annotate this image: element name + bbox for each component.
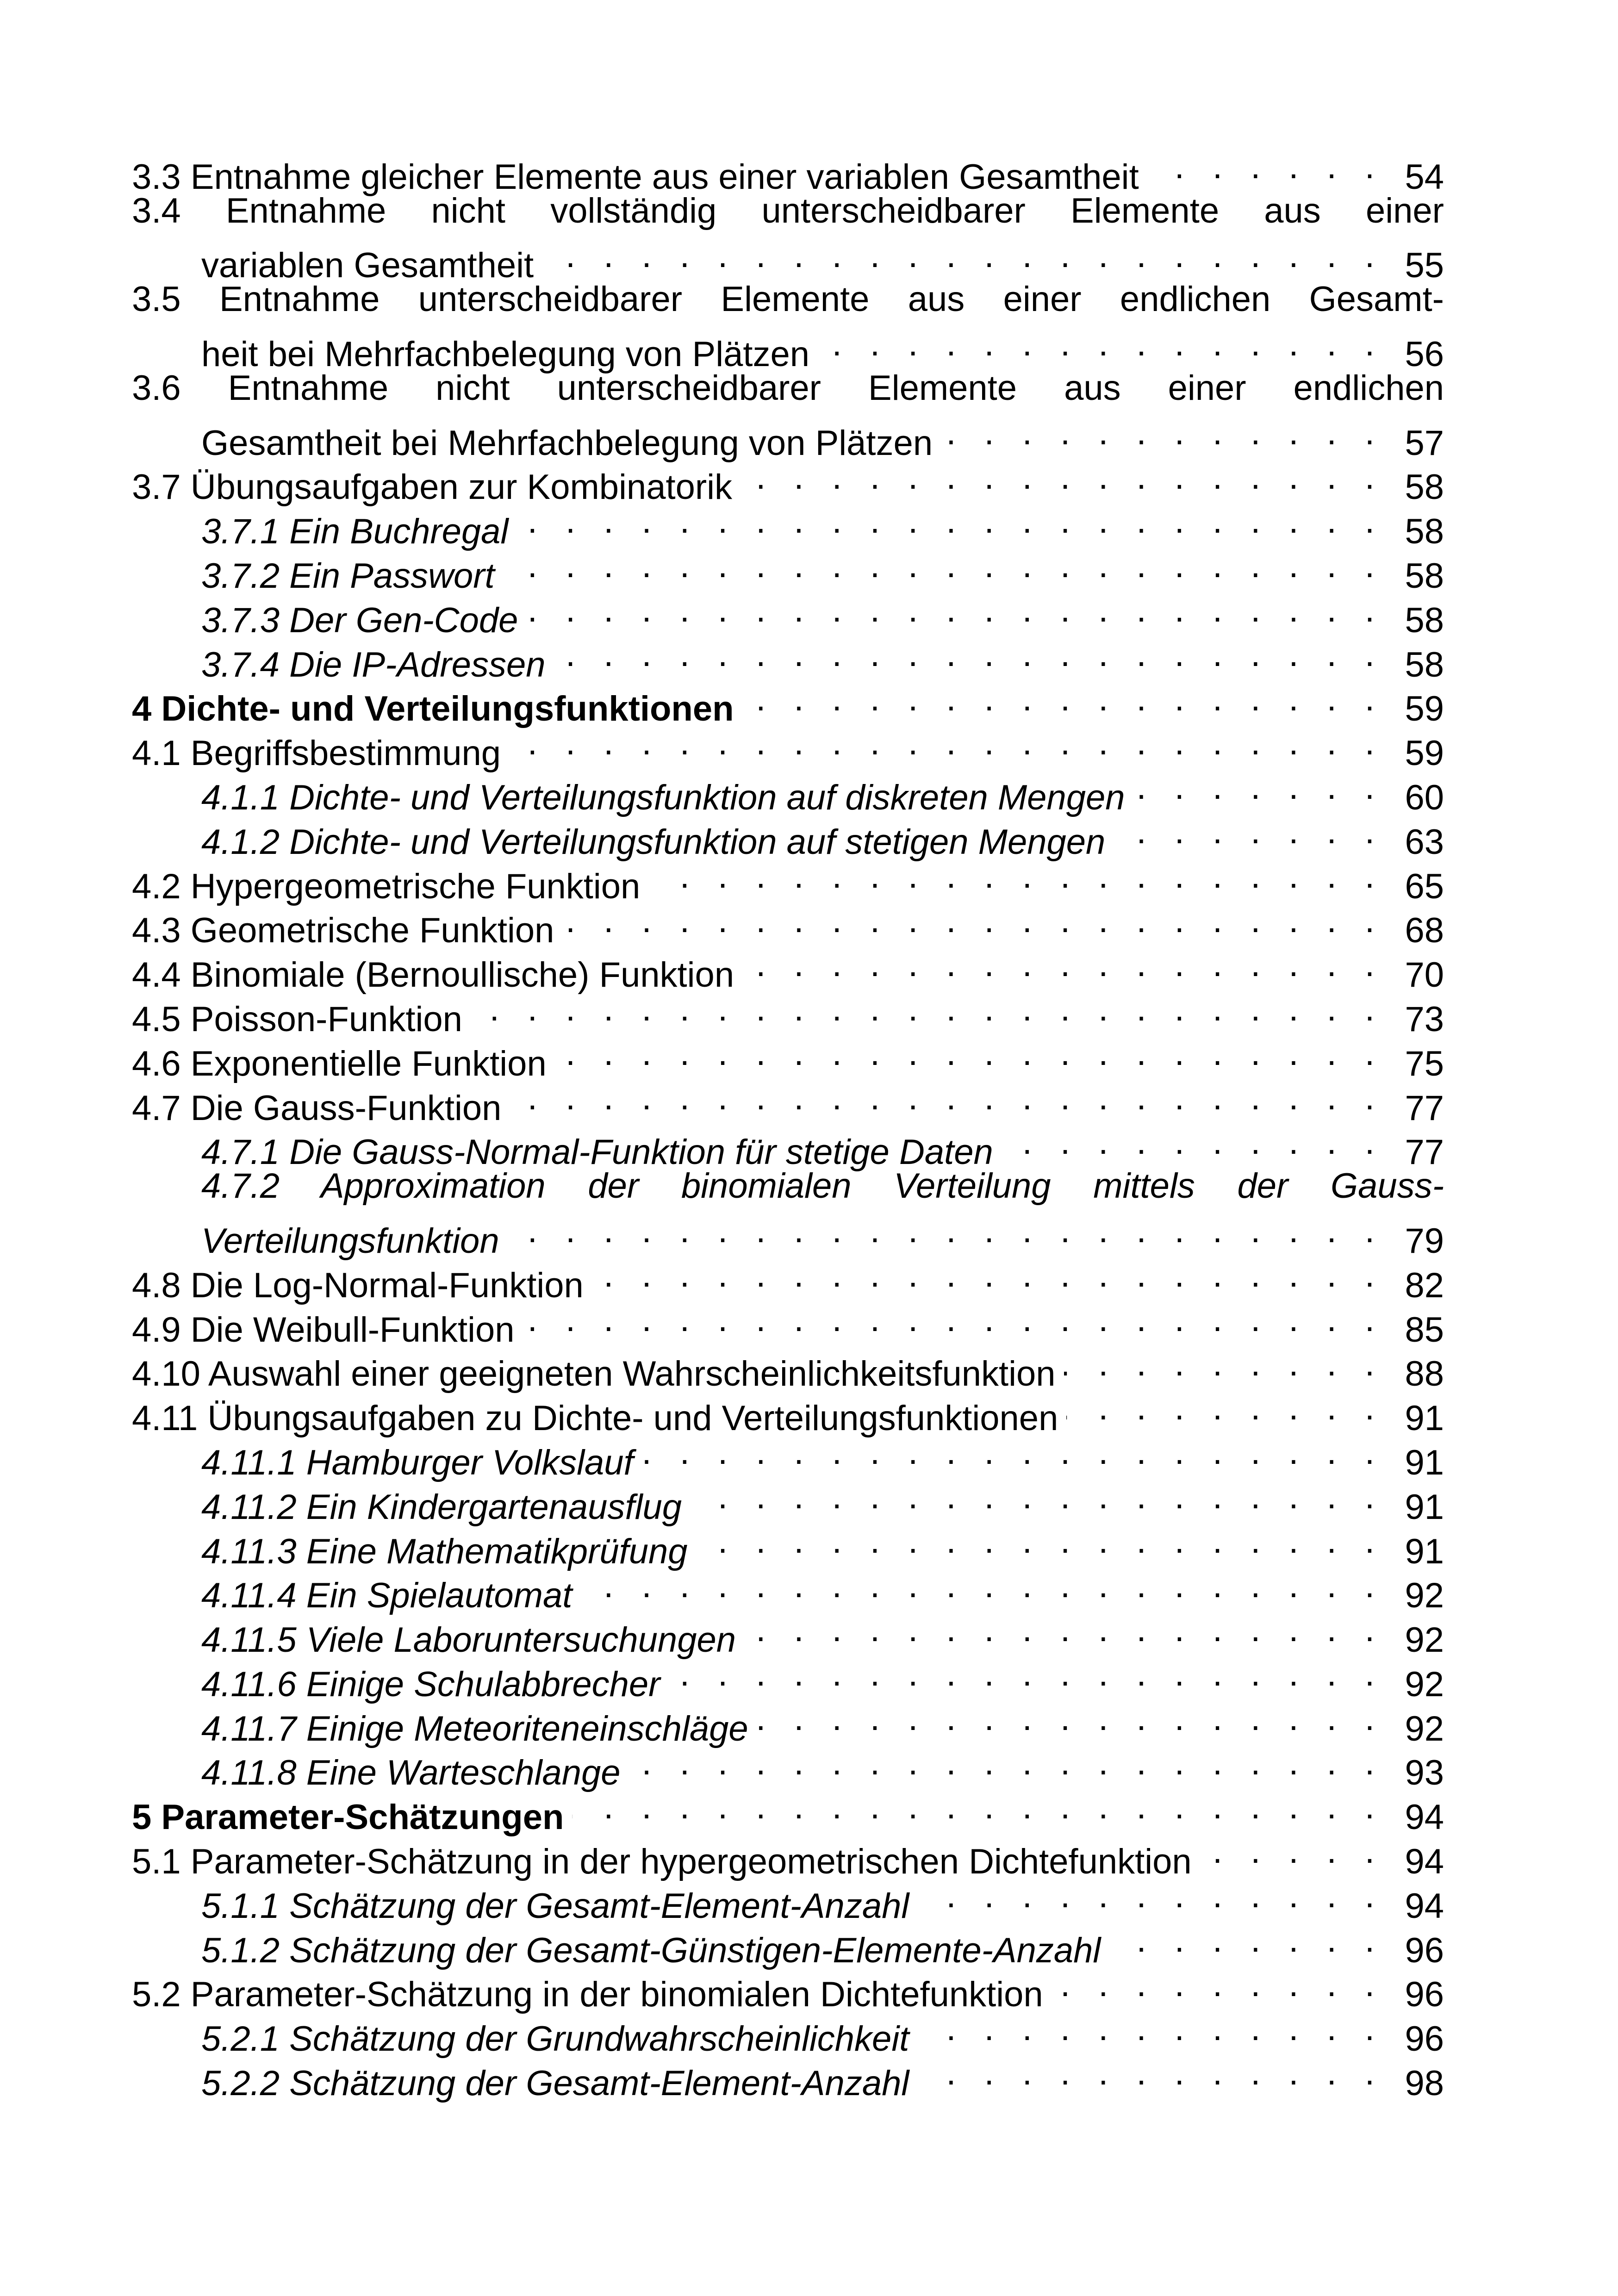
toc-entry-e40[interactable] <box>132 2051 1444 2103</box>
toc-dot-leader <box>917 2051 1384 2095</box>
toc-page-number: 54 <box>1405 157 1444 197</box>
toc-entry-e29[interactable] <box>132 1563 1444 1616</box>
toc-dot-leader <box>1200 1829 1384 1873</box>
toc-page-number: 59 <box>1405 689 1444 729</box>
toc-dot-leader <box>542 233 1384 278</box>
toc-dot-leader <box>555 1031 1384 1076</box>
toc-entry-e09[interactable] <box>132 632 1444 684</box>
toc-page-number: 96 <box>1405 1975 1444 2015</box>
toc-page-number: 58 <box>1405 645 1444 684</box>
toc-entry-title: 4.11.2 Ein Kindergartenausflug <box>201 1487 682 1527</box>
toc-entry-title: 4.6 Exponentielle Funktion <box>132 1044 547 1083</box>
toc-dot-leader <box>629 1741 1384 1785</box>
toc-dot-leader <box>1114 809 1384 854</box>
toc-entry-title: 3.3 Entnahme gleicher Elemente aus einer variablen Gesamtheit <box>132 157 1139 197</box>
toc-entry-e32[interactable] <box>132 1696 1444 1748</box>
toc-dot-leader <box>941 411 1384 455</box>
toc-page-number: 88 <box>1405 1354 1444 1394</box>
toc-entry-e33[interactable] <box>132 1741 1444 1793</box>
toc-page-number: 82 <box>1405 1265 1444 1305</box>
toc-page-number: 58 <box>1405 600 1444 640</box>
toc-entry-e22[interactable] <box>132 1253 1444 1305</box>
toc-dot-leader <box>642 1430 1384 1475</box>
toc-dot-leader <box>742 677 1384 721</box>
toc-dot-leader <box>1066 1386 1384 1430</box>
toc-page-number: 96 <box>1405 2019 1444 2059</box>
toc-page-number: 79 <box>1405 1221 1444 1261</box>
toc-entry-e11[interactable] <box>132 721 1444 773</box>
toc-page-number: 73 <box>1405 999 1444 1039</box>
toc-dot-leader <box>510 1076 1384 1120</box>
toc-dot-leader <box>690 1475 1384 1519</box>
toc-entry-e10[interactable] <box>132 677 1444 729</box>
toc-entry-title: 4.11.8 Eine Warteschlange <box>201 1753 621 1793</box>
toc-page-number: 92 <box>1405 1709 1444 1748</box>
toc-entry-e39[interactable] <box>132 2006 1444 2059</box>
toc-dot-leader <box>526 588 1384 632</box>
toc-entry-e02[interactable] <box>132 189 1444 286</box>
toc-entry-title: 3.5 Entnahme unterscheidbarer Elemente aus einer endlichen Gesamt- <box>132 280 1444 319</box>
toc-entry-title: 4.11.1 Hamburger Volkslauf <box>201 1443 634 1482</box>
toc-entry-title: 4 Dichte- und Verteilungsfunktionen <box>132 689 734 729</box>
toc-dot-leader <box>742 942 1384 987</box>
toc-entry-title: 4.10 Auswahl einer geeigneten Wahrscheinlichkeitsfunktion <box>132 1354 1056 1394</box>
toc-entry-title: 4.1.1 Dichte- und Verteilungsfunktion auf diskreten Mengen <box>201 778 1125 817</box>
toc-entry-e15[interactable] <box>132 898 1444 951</box>
toc-entry-e28[interactable] <box>132 1519 1444 1571</box>
toc-entry-title: variablen Gesamtheit <box>201 246 534 286</box>
toc-entry-title: 3.7 Übungsaufgaben zur Kombinatorik <box>132 467 733 507</box>
toc-entry-title: 5.1 Parameter-Schätzung in der hypergeometrischen Dichtefunktion <box>132 1842 1192 1882</box>
toc-page-number: 94 <box>1405 1798 1444 1837</box>
toc-page-number: 68 <box>1405 911 1444 951</box>
toc-dot-leader <box>509 721 1384 765</box>
toc-dot-leader <box>572 1785 1384 1829</box>
toc-page-number: 92 <box>1405 1620 1444 1660</box>
toc-page-number: 94 <box>1405 1842 1444 1882</box>
toc-entry-title: 4.11.6 Einige Schulabbrecher <box>201 1664 660 1704</box>
toc-dot-leader <box>1064 1342 1384 1386</box>
toc-dot-leader <box>757 1696 1384 1741</box>
toc-entry-title: 4.11.4 Ein Spielautomat <box>201 1576 573 1616</box>
toc-entry-e19[interactable] <box>132 1076 1444 1128</box>
toc-entry-title: 4.2 Hypergeometrische Funktion <box>132 866 641 906</box>
toc-entry-e05[interactable] <box>132 455 1444 507</box>
toc-dot-leader <box>592 1253 1384 1297</box>
toc-entry-e04[interactable] <box>132 366 1444 463</box>
toc-dot-leader <box>1147 144 1384 189</box>
toc-entry-title: 3.4 Entnahme nicht vollständig unterscheidbarer Elemente aus einer <box>132 191 1444 230</box>
toc-dot-leader <box>818 322 1384 366</box>
toc-dot-leader <box>744 1607 1384 1652</box>
toc-page-number: 56 <box>1405 334 1444 374</box>
toc-page-number: 75 <box>1405 1044 1444 1083</box>
toc-entry-title: Gesamtheit bei Mehrfachbelegung von Plätzen <box>201 423 933 463</box>
toc-entry-e06[interactable] <box>132 499 1444 552</box>
toc-page-number: 63 <box>1405 822 1444 862</box>
toc-dot-leader <box>1109 1918 1384 1962</box>
toc-page-number: 98 <box>1405 2064 1444 2103</box>
toc-entry-e38[interactable] <box>132 1962 1444 2015</box>
toc-entry-e34[interactable] <box>132 1785 1444 1837</box>
toc-dot-leader <box>1002 1120 1384 1164</box>
toc-page-number: 55 <box>1405 246 1444 286</box>
toc-dot-leader <box>669 1652 1384 1696</box>
toc-entry-title: 3.7.2 Ein Passwort <box>201 556 495 596</box>
toc-page-number: 91 <box>1405 1531 1444 1571</box>
toc-entry-title: 3.7.3 Der Gen-Code <box>201 600 518 640</box>
toc-entry-e37[interactable] <box>132 1918 1444 1970</box>
toc-entry-title: 4.1.2 Dichte- und Verteilungsfunktion auf stetigen Mengen <box>201 822 1106 862</box>
toc-entry-title: 4.3 Geometrische Funktion <box>132 911 554 951</box>
toc-page-number: 85 <box>1405 1310 1444 1350</box>
toc-dot-leader <box>562 898 1384 943</box>
toc-entry-e21[interactable] <box>132 1164 1444 1261</box>
toc-entry-e35[interactable] <box>132 1829 1444 1882</box>
toc-entry-title: 5.2 Parameter-Schätzung in der binomialen Dichtefunktion <box>132 1975 1043 2015</box>
toc-entry-title: 5.1.2 Schätzung der Gesamt-Günstigen-Elemente-Anzahl <box>201 1930 1101 1970</box>
toc-entry-e36[interactable] <box>132 1873 1444 1926</box>
toc-entry-e07[interactable] <box>132 543 1444 596</box>
toc-page-number: 91 <box>1405 1399 1444 1438</box>
toc-entry-title: 3.7.4 Die IP-Adressen <box>201 645 546 684</box>
toc-page-number: 91 <box>1405 1443 1444 1482</box>
toc-entry-e31[interactable] <box>132 1652 1444 1704</box>
toc-entry-title: 4.11 Übungsaufgaben zu Dichte- und Verteilungsfunktionen <box>132 1399 1058 1438</box>
toc-entry-title: 4.4 Binomiale (Bernoullische) Funktion <box>132 955 734 995</box>
toc-entry-e08[interactable] <box>132 588 1444 640</box>
toc-dot-leader <box>508 1208 1384 1253</box>
toc-entry-e20[interactable] <box>132 1120 1444 1172</box>
toc-entry-e24[interactable] <box>132 1342 1444 1394</box>
toc-entry-title: 4.7.1 Die Gauss-Normal-Funktion für stetige Daten <box>201 1132 993 1172</box>
toc-page-number: 92 <box>1405 1664 1444 1704</box>
toc-entry-e17[interactable] <box>132 987 1444 1039</box>
table-of-contents <box>132 144 1444 2103</box>
toc-entry-e27[interactable] <box>132 1475 1444 1527</box>
toc-page-number: 58 <box>1405 556 1444 596</box>
toc-dot-leader <box>648 854 1384 898</box>
toc-entry-title: 4.11.3 Eine Mathematikprüfung <box>201 1531 688 1571</box>
toc-dot-leader <box>741 455 1384 499</box>
toc-dot-leader <box>917 1873 1384 1918</box>
toc-entry-title: 4.5 Poisson-Funktion <box>132 999 462 1039</box>
toc-entry-title: 4.11.7 Einige Meteoriteneinschläge <box>201 1709 748 1748</box>
toc-dot-leader <box>917 2006 1384 2051</box>
toc-entry-title: 5.1.1 Schätzung der Gesamt-Element-Anzahl <box>201 1886 909 1926</box>
toc-entry-e01[interactable] <box>132 144 1444 197</box>
toc-entry-title: 3.6 Entnahme nicht unterscheidbarer Elemente aus einer endlichen <box>132 368 1444 408</box>
toc-page-number: 93 <box>1405 1753 1444 1793</box>
toc-dot-leader <box>554 632 1384 677</box>
toc-entry-e14[interactable] <box>132 854 1444 906</box>
toc-dot-leader <box>471 987 1384 1031</box>
toc-entry-title: 4.7 Die Gauss-Funktion <box>132 1088 502 1128</box>
toc-entry-title: 4.1 Begriffsbestimmung <box>132 734 501 773</box>
toc-entry-title: 5.2.1 Schätzung der Grundwahrscheinlichkeit <box>201 2019 909 2059</box>
toc-entry-title: 4.11.5 Viele Laboruntersuchungen <box>201 1620 736 1660</box>
toc-entry-title: 5 Parameter-Schätzungen <box>132 1798 564 1837</box>
toc-dot-leader <box>503 543 1384 588</box>
toc-entry-title: 4.7.2 Approximation der binomialen Verteilung mittels der Gauss- <box>201 1166 1444 1206</box>
toc-page-number: 65 <box>1405 866 1444 906</box>
toc-entry-title: 3.7.1 Ein Buchregal <box>201 512 509 552</box>
toc-dot-leader <box>696 1519 1384 1563</box>
toc-entry-e23[interactable] <box>132 1297 1444 1350</box>
toc-dot-leader <box>523 1297 1384 1342</box>
toc-page-number: 77 <box>1405 1088 1444 1128</box>
toc-page-number: 60 <box>1405 778 1444 817</box>
toc-entry-e18[interactable] <box>132 1031 1444 1083</box>
toc-entry-title: 5.2.2 Schätzung der Gesamt-Element-Anzahl <box>201 2064 909 2103</box>
toc-page-number: 96 <box>1405 1930 1444 1970</box>
toc-page-number: 58 <box>1405 467 1444 507</box>
toc-entry-title: Verteilungsfunktion <box>201 1221 499 1261</box>
toc-entry-e30[interactable] <box>132 1607 1444 1660</box>
toc-entry-title: 4.8 Die Log-Normal-Funktion <box>132 1265 584 1305</box>
toc-dot-leader <box>1133 765 1384 809</box>
toc-entry-e26[interactable] <box>132 1430 1444 1482</box>
toc-entry-e25[interactable] <box>132 1386 1444 1438</box>
toc-dot-leader <box>517 499 1384 543</box>
toc-page-number: 70 <box>1405 955 1444 995</box>
toc-dot-leader <box>1052 1962 1384 2007</box>
toc-entry-title: heit bei Mehrfachbelegung von Plätzen <box>201 334 810 374</box>
toc-entry-title: 4.9 Die Weibull-Funktion <box>132 1310 515 1350</box>
toc-page-number: 77 <box>1405 1132 1444 1172</box>
toc-dot-leader <box>580 1563 1384 1608</box>
toc-page-number: 59 <box>1405 734 1444 773</box>
toc-page-number: 58 <box>1405 512 1444 552</box>
toc-page-number: 94 <box>1405 1886 1444 1926</box>
toc-page-number: 92 <box>1405 1576 1444 1616</box>
toc-page-number: 57 <box>1405 423 1444 463</box>
toc-entry-e12[interactable] <box>132 765 1444 817</box>
toc-page-number: 91 <box>1405 1487 1444 1527</box>
toc-entry-e03[interactable] <box>132 277 1444 374</box>
toc-entry-e16[interactable] <box>132 942 1444 995</box>
toc-entry-e13[interactable] <box>132 809 1444 862</box>
